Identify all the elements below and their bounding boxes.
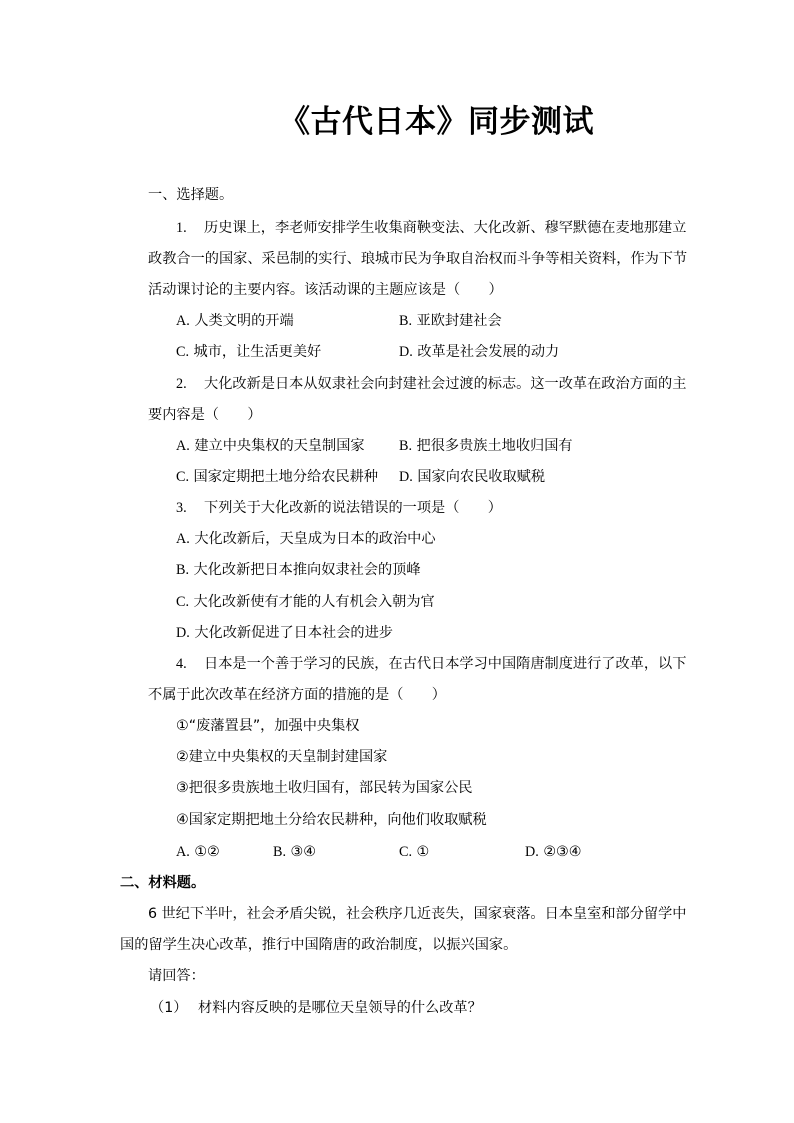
option-text: 大化改新使有才能的人有机会入朝为官 [193,594,435,610]
q1-option-a [176,311,294,331]
q4-option-a [176,842,220,862]
option-text: ②③④ [543,844,582,860]
option-text: 亚欧封建社会 [416,313,502,329]
q4-stem-line2: 不属于此次改革在经济方面的措施的是（ ） [148,687,446,703]
q1-stem-line3: 活动课讨论的主要内容。该活动课的主题应该是（ ） [148,282,503,298]
option-text: 人类文明的开端 [194,313,294,329]
option-text: 大化改新后，天皇成为日本的政治中心 [194,531,436,547]
q1-stem-line2: 政教合一的国家、采邑制的实行、琅城市民为争取自治权而斗争等相关资料，作为下节 [148,251,688,267]
q4-number: 4. [176,656,187,672]
option-text: 大化改新把日本推向奴隶社会的顶峰 [193,562,421,578]
q4-item-3: ③把很多贵族地土收归国有，部民转为国家公民 [176,780,473,796]
option-letter: A. [176,844,190,860]
q2-option-d [399,467,545,487]
page-title: 《古代日本》同步测试 [279,104,594,140]
option-text: ③④ [290,844,316,860]
option-letter: D. [525,844,539,860]
option-letter: B. [176,562,190,578]
q3-option-d [176,623,393,643]
q3-number: 3. [176,500,187,516]
option-letter: C. [176,344,190,360]
option-text: 国家定期把土地分给农民耕种 [193,469,378,485]
subquestion-1-number: （1） [150,1000,188,1016]
option-text: 建立中央集权的天皇制国家 [194,438,365,454]
q1-stem-line1: 历史课上，李老师安排学生收集商鞅变法、大化改新、穆罕默德在麦地那建立 [204,220,687,236]
material-paragraph-line2: 国的留学生决心改革，推行中国隋唐的政治制度，以振兴国家。 [120,937,518,953]
option-letter: D. [399,344,413,360]
option-letter: C. [176,594,190,610]
q2-stem-line2: 要内容是（ ） [148,407,262,423]
q4-item-4: ④国家定期把地土分给农民耕种，向他们收取赋税 [176,812,487,828]
section1-heading: 一、选择题。 [148,187,234,203]
option-text: 大化改新促进了日本社会的进步 [194,625,393,641]
q2-option-b [399,436,573,456]
section2-heading: 二、材料题。 [120,875,206,891]
q2-option-a [176,436,365,456]
option-text: 国家向农民收取赋税 [417,469,546,485]
option-text: ① [416,844,430,860]
q4-stem-line1: 日本是一个善于学习的民族，在古代日本学习中国隋唐制度进行了改革，以下 [204,656,687,672]
subquestion-1-text: 材料内容反映的是哪位天皇领导的什么改革？ [198,1000,482,1016]
option-letter: C. [176,469,190,485]
option-letter: B. [273,844,287,860]
q2-option-c [176,467,378,487]
q3-stem-line1: 下列关于大化改新的说法错误的一项是（ ） [204,500,502,516]
option-letter: B. [399,438,413,454]
q1-number: 1. [176,220,187,236]
option-letter: A. [176,438,190,454]
option-letter: B. [399,313,413,329]
option-letter: A. [176,313,190,329]
option-letter: C. [399,844,413,860]
q1-option-c [176,342,321,362]
answer-prompt: 请回答： [148,968,205,984]
material-paragraph-line1: 6 世纪下半叶，社会矛盾尖锐，社会秩序几近丧失，国家衰落。日本皇室和部分留学中 [148,906,687,922]
q2-number: 2. [176,376,187,392]
q3-option-c [176,592,435,612]
q4-option-c [399,842,429,862]
q4-item-1: ①“废藩置县”，加强中央集权 [176,718,360,734]
option-letter: A. [176,531,190,547]
option-text: 城市，让生活更美好 [193,344,322,360]
option-text: 改革是社会发展的动力 [417,344,560,360]
q4-option-b [273,842,316,862]
option-letter: D. [176,625,190,641]
q2-stem-line1: 大化改新是日本从奴隶社会向封建社会过渡的标志。这一改革在政治方面的主 [204,376,687,392]
q3-option-b [176,560,421,580]
q3-option-a [176,529,436,549]
q4-option-d [525,842,581,862]
option-text: ①② [194,844,220,860]
option-letter: D. [399,469,413,485]
q4-item-2: ②建立中央集权的天皇制封建国家 [176,749,388,765]
q1-option-b [399,311,502,331]
q1-option-d [399,342,559,362]
option-text: 把很多贵族土地收归国有 [416,438,573,454]
